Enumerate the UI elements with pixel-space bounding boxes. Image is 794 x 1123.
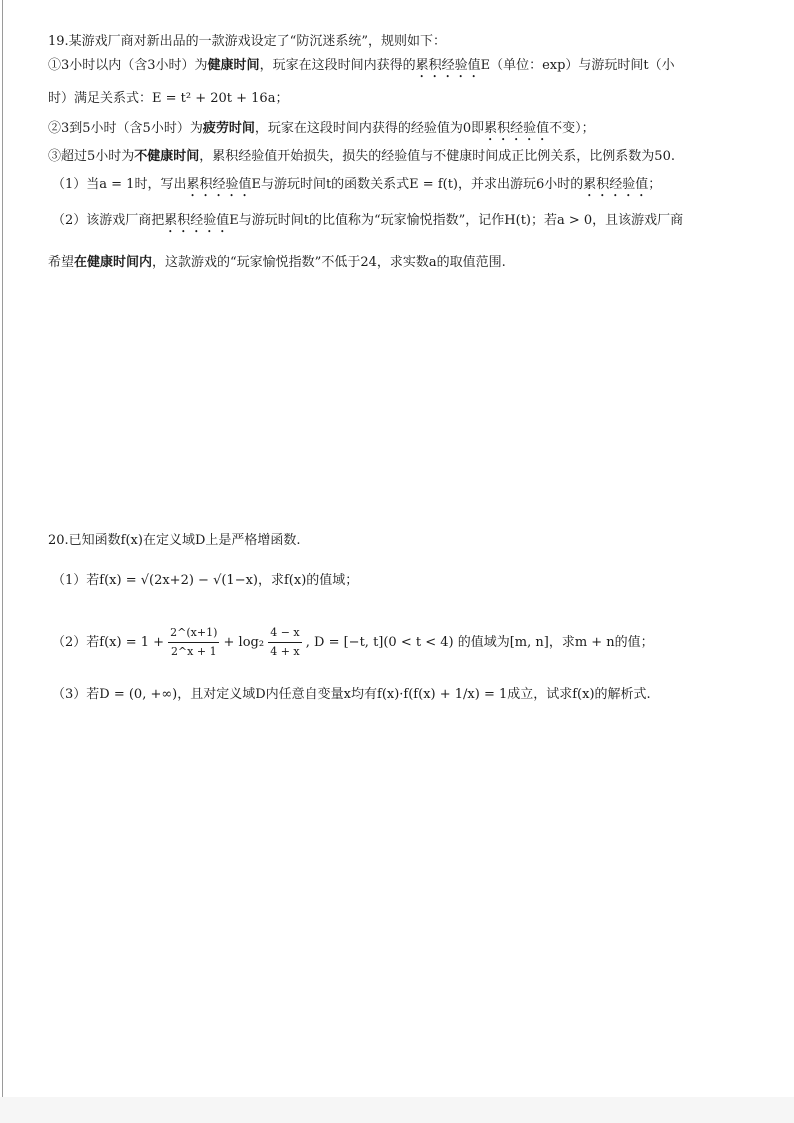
bottom-scan-band <box>0 1097 794 1123</box>
q19-rule1-formula: 时）满足关系式：E = t² + 20t + 16a； <box>48 91 289 106</box>
q20-part2-suffix: , D = [−t, t](0 < t < 4) 的值域为[m, n]，求m + n的值； <box>305 635 654 650</box>
q19-part2-in-healthy-time: 在健康时间内 <box>74 255 153 270</box>
q20-part2-log: + log₂ <box>223 635 265 650</box>
q19-rule1-text-c: ，玩家在这段时间内获得的 <box>259 58 416 73</box>
q20-title: 20.已知函数f(x)在定义域D上是严格增函数. <box>48 533 301 548</box>
q20-part2-fraction-1-denominator: 2^x + 1 <box>170 645 217 658</box>
q19-part2-text-c: E与游玩时间t的比值称为“玩家愉悦指数”，记作H(t)；若a > 0，且该游戏厂商 <box>229 213 684 228</box>
q19-part1-text-a: （1）当a = 1时，写出 <box>52 177 187 192</box>
q20-part-1: （1）若f(x) = √(2x+2) − √(1−x)，求f(x)的值域； <box>52 573 359 588</box>
q20-part2-fraction-2 <box>268 624 301 661</box>
q19-rule2-accumulated-exp: 累积经验值 <box>484 121 550 136</box>
q19-title: 19.某游戏厂商对新出品的一款游戏设定了“防沉迷系统”，规则如下： <box>48 34 446 49</box>
q19-part1-accumulated-exp: 累积经验值 <box>186 177 252 192</box>
q20-part-2 <box>52 624 654 661</box>
q19-rule1-accumulated-exp: 累积经验值 <box>415 58 481 73</box>
q19-rule2-text-c: ，玩家在这段时间内获得的经验值为0即 <box>254 121 485 136</box>
q19-part1-accumulated-exp-2: 累积经验值 <box>583 177 649 192</box>
q19-rule3-text-c: ，累积经验值开始损失，损失的经验值与不健康时间成正比例关系，比例系数为50. <box>199 149 675 164</box>
q20-part-3: （3）若D = (0, +∞)，且对定义域D内任意自变量x均有f(x)·f(f(x) + 1/x) = 1成立，试求f(x)的解析式. <box>52 687 651 702</box>
q19-rule-3 <box>48 148 675 166</box>
q20-part2-fraction-1 <box>168 624 219 661</box>
q19-rule2-text-a: ②3到5小时（含5小时）为 <box>48 121 203 136</box>
q20-part2-prefix: （2）若f(x) = 1 + <box>52 635 165 650</box>
left-margin-rule <box>2 0 3 1123</box>
q20-part2-fraction-1-numerator: 2^(x+1) <box>168 624 219 643</box>
q20-part2-fraction-2-denominator: 4 + x <box>270 645 300 658</box>
q19-rule1-text-a: ①3小时以内（含3小时）为 <box>48 58 208 73</box>
q19-part-2 <box>52 212 683 236</box>
q20-part2-fraction-2-numerator: 4 − x <box>268 624 301 643</box>
q19-part1-text-c: E与游玩时间t的函数关系式E = f(t)，并求出游玩6小时的 <box>251 177 584 192</box>
q19-rule3-unhealthy-time: 不健康时间 <box>134 149 200 164</box>
q19-rule3-text-a: ③超过5小时为 <box>48 149 135 164</box>
q19-rule-1 <box>48 57 675 81</box>
q19-part-1 <box>52 176 661 200</box>
q19-part2-text-d: 希望 <box>48 255 75 270</box>
q19-part2-text-a: （2）该游戏厂商把 <box>52 213 165 228</box>
q19-part1-text-e: ； <box>648 177 662 192</box>
q19-part2-accumulated-exp: 累积经验值 <box>164 213 230 228</box>
q19-rule1-text-e: E（单位：exp）与游玩时间t（小 <box>480 58 675 73</box>
q19-rule-2 <box>48 120 595 144</box>
q19-rule2-fatigue-time: 疲劳时间 <box>202 121 255 136</box>
q19-part2-text-f: ，这款游戏的“玩家愉悦指数”不低于24，求实数a的取值范围. <box>152 255 506 270</box>
q19-rule2-text-e: 不变）； <box>549 121 595 136</box>
q19-part-2-continued <box>48 254 506 272</box>
q19-rule1-healthy-time: 健康时间 <box>207 58 260 73</box>
